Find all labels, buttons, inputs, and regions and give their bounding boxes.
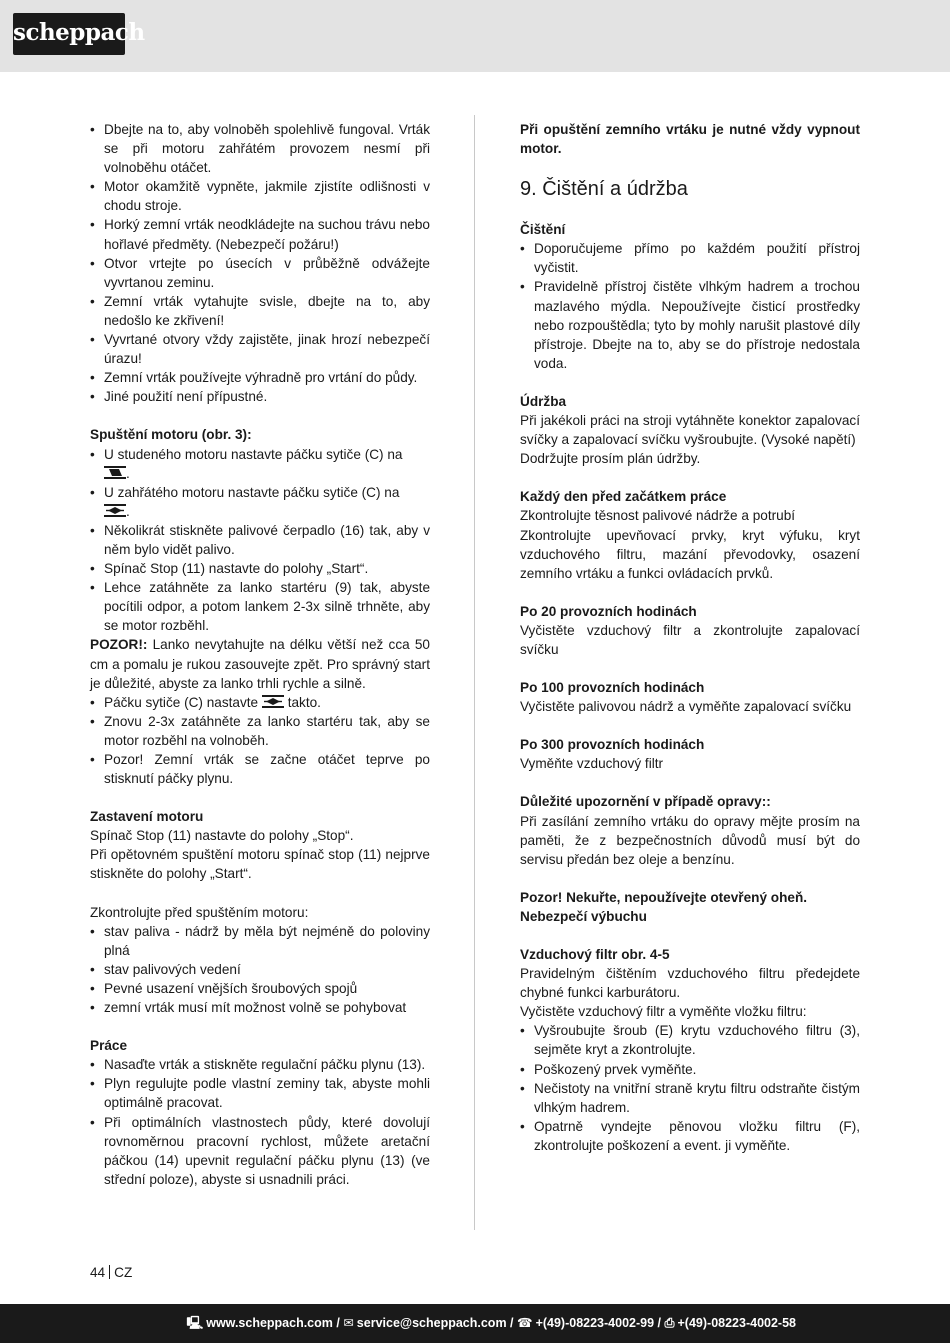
- website-link[interactable]: www.scheppach.com: [206, 1316, 333, 1330]
- fire-warning: Pozor! Nekuřte, nepoužívejte otevřený oheň.: [520, 889, 808, 905]
- section-heading: Po 100 provozních hodinách: [520, 680, 705, 696]
- brand-logo: scheppach: [13, 13, 125, 55]
- period: .: [126, 465, 130, 481]
- phone-icon: ☎: [516, 1316, 533, 1330]
- paragraph: Vyměňte vzduchový filtr: [520, 756, 664, 772]
- separator: /: [506, 1316, 517, 1330]
- list-item: • stav paliva - nádrž by měla být nejméně do poloviny plná: [90, 922, 430, 960]
- language-code: CZ: [114, 1265, 133, 1280]
- choke-warm-text: U zahřátého motoru nastavte páčku sytiče (C) na: [104, 484, 400, 500]
- list-item: • Horký zemní vrták neodkládejte na suchou trávu nebo hořlavé předměty. (Nebezpečí požáru!): [90, 215, 430, 253]
- fax-number: +(49)-08223-4002-58: [677, 1316, 796, 1330]
- right-column: [520, 120, 860, 1155]
- separator: /: [654, 1316, 665, 1330]
- explosion-warning: Nebezpečí výbuchu: [520, 908, 647, 924]
- computer-icon: 🖳: [186, 1316, 204, 1330]
- separator: /: [332, 1316, 344, 1330]
- section-heading: Každý den před začátkem práce: [520, 489, 727, 505]
- list-item: • Znovu 2-3x zatáhněte za lanko startéru tak, aby se motor rozběhl na volnoběh.: [90, 712, 430, 750]
- check-bullets: [90, 922, 430, 1017]
- paragraph: Zkontrolujte upevňovací prvky, kryt výfuku, kryt vzduchového filtru, mazání převodovky, osazení zemního vrtáku a funkci ovládacích prvků.: [520, 527, 860, 581]
- list-item: • zemní vrták musí mít možnost volně se pohybovat: [90, 998, 430, 1017]
- list-item: • Doporučujeme přímo po každém použití přístroj vyčistit.: [520, 239, 860, 277]
- list-item: • Plyn regulujte podle vlastní zeminy tak, abyste mohli optimálně pracovat.: [90, 1074, 430, 1112]
- list-item: • Pozor! Zemní vrták se začne otáčet teprve po stisknutí páčky plynu.: [90, 750, 430, 788]
- paragraph: Vyčistěte vzduchový filtr a vyměňte vložku filtru:: [520, 1004, 807, 1020]
- choke-open-icon: [262, 695, 284, 708]
- work-bullets: [90, 1055, 430, 1189]
- page-separator: [109, 1265, 110, 1279]
- choke-open-icon: [104, 504, 126, 517]
- list-item: • stav palivových vedení: [90, 960, 430, 979]
- section-heading: Po 20 provozních hodinách: [520, 603, 697, 619]
- intro-warning: Při opuštění zemního vrtáku je nutné vždy vypnout motor.: [520, 122, 860, 157]
- paragraph: Zkontrolujte těsnost palivové nádrže a potrubí: [520, 508, 796, 524]
- paragraph: Vyčistěte vzduchový filtr a zkontrolujte zapalovací svíčku: [520, 622, 860, 657]
- list-item: • Vyvrtané otvory vždy zajistěte, jinak hrozí nebezpečí úrazu!: [90, 330, 430, 368]
- section-heading: Spuštění motoru (obr. 3):: [90, 427, 252, 443]
- paragraph: Spínač Stop (11) nastavte do polohy „Stop“.: [90, 828, 354, 844]
- clean-bullets: [520, 239, 860, 373]
- section-heading: Důležité upozornění v případě opravy::: [520, 794, 771, 810]
- paragraph: Zkontrolujte před spuštěním motoru:: [90, 904, 309, 920]
- paragraph: Při opětovném spuštění motoru spínač stop (11) nejprve stiskněte do polohy „Start“.: [90, 847, 430, 882]
- usage-bullets: [90, 120, 430, 406]
- paragraph: Dodržujte prosím plán údržby.: [520, 451, 701, 467]
- choke-cold-text: U studeného motoru nastavte páčku sytiče (C) na: [104, 446, 403, 462]
- choke-set-text: Páčku sytiče (C) nastavte: [104, 694, 259, 710]
- list-item: • Lehce zatáhněte za lanko startéru (9) tak, abyste pocítili odpor, a potom lankem 2-3x silně trhněte, aby se motor rozběhl.: [90, 578, 430, 635]
- envelope-icon: ✉: [343, 1316, 354, 1330]
- section-title: 9. Čištění a údržba: [520, 178, 688, 201]
- list-item: • Opatrně vyndejte pěnovou vložku filtru (F), zkontrolujte poškození a event. ji vyměňte.: [520, 1117, 860, 1155]
- paragraph: Vyčistěte palivovou nádrž a vyměňte zapalovací svíčku: [520, 699, 852, 715]
- page-footer: [90, 1265, 132, 1280]
- list-item: • Spínač Stop (11) nastavte do polohy „Start“.: [90, 559, 430, 578]
- choke-closed-icon: [104, 466, 126, 479]
- list-item: [90, 483, 430, 521]
- list-item: • Několikrát stiskněte palivové čerpadlo (16) tak, aby v něm bylo vidět palivo.: [90, 521, 430, 559]
- list-item: • Nečistoty na vnitřní straně krytu filtru odstraňte čistým vlhkým hadrem.: [520, 1079, 860, 1117]
- left-column: [90, 120, 430, 1189]
- list-item: • Poškozený prvek vyměňte.: [520, 1060, 860, 1079]
- list-item: • Zemní vrták používejte výhradně pro vrtání do půdy.: [90, 368, 430, 387]
- list-item: • Nasaďte vrták a stiskněte regulační páčku plynu (13).: [90, 1055, 430, 1074]
- page-number: 44: [90, 1265, 106, 1280]
- phone-number: +(49)-08223-4002-99: [535, 1316, 655, 1330]
- warning-text: Lanko nevytahujte na délku větší než cca 50 cm a pomalu je rukou zasouvejte zpět. Pro správný start je důležité, abyste za lanko trhli rychle a silně.: [90, 637, 430, 691]
- start-bullets-2: [90, 693, 430, 788]
- filter-bullets: [520, 1021, 860, 1155]
- start-bullets: [90, 445, 430, 636]
- section-heading: Práce: [90, 1038, 128, 1054]
- column-divider: [474, 115, 475, 1230]
- contact-bar: [0, 1304, 950, 1343]
- period: .: [126, 503, 130, 519]
- section-heading: Vzduchový filtr obr. 4-5: [520, 947, 670, 962]
- paragraph: Pravidelným čištěním vzduchového filtru předejdete chybné funkci karburátoru.: [520, 966, 860, 1001]
- list-item: • Pravidelně přístroj čistěte vlhkým hadrem a trochou mazlavého mýdla. Nepoužívejte čisticí prostředky nebo rozpouštědla; tyto by mohly narušit plastové díly přístroje. Dbejte na to, aby se do přístroje nedostala voda.: [520, 277, 860, 372]
- paragraph: Při jakékoli práci na stroji vytáhněte konektor zapalovací svíčky a zapalovací svíčku vyšroubujte. (Vysoké napětí): [520, 413, 860, 448]
- section-heading: Zastavení motoru: [90, 809, 204, 825]
- list-item: • Motor okamžitě vypněte, jakmile zjistíte odlišnosti v chodu stroje.: [90, 177, 430, 215]
- paragraph: Při zasílání zemního vrtáku do opravy mějte prosím na paměti, že z bezpečnostních důvodů musí být do servisu předán bez oleje a benzínu.: [520, 813, 860, 867]
- section-heading: Po 300 provozních hodinách: [520, 737, 705, 753]
- header-bar: [0, 0, 950, 72]
- list-item: • Otvor vrtejte po úsecích v průběžně odvážejte vyvrtanou zeminu.: [90, 254, 430, 292]
- list-item: • Vyšroubujte šroub (E) krytu vzduchového filtru (3), sejměte kryt a zkontrolujte.: [520, 1021, 860, 1059]
- fax-icon: ⎙: [664, 1316, 675, 1330]
- section-heading: Čištění: [520, 222, 566, 238]
- list-item: • Dbejte na to, aby volnoběh spolehlivě fungoval. Vrták se při motoru zahřátém provozem nesmí při volnoběhu otáčet.: [90, 120, 430, 177]
- choke-set-suffix: takto.: [287, 694, 321, 710]
- list-item: • Při optimálních vlastnostech půdy, které dovolují rovnoměrnou pracovní rychlost, můžete aretační páčkou (14) upevnit regulační páčku plynu (13) (ve střední poloze), abyste si usnadnili práci.: [90, 1113, 430, 1189]
- list-item: • Pevné usazení vnějších šroubových spojů: [90, 979, 430, 998]
- email-link[interactable]: service@scheppach.com: [356, 1316, 507, 1330]
- list-item: • Zemní vrták vytahujte svisle, dbejte na to, aby nedošlo ke zkřivení!: [90, 292, 430, 330]
- warning-label: POZOR!:: [90, 637, 148, 653]
- warning-paragraph: [90, 635, 430, 692]
- section-heading: Údržba: [520, 393, 567, 409]
- list-item: • Jiné použití není přípustné.: [90, 387, 430, 406]
- list-item: [90, 445, 430, 483]
- list-item: [90, 693, 430, 712]
